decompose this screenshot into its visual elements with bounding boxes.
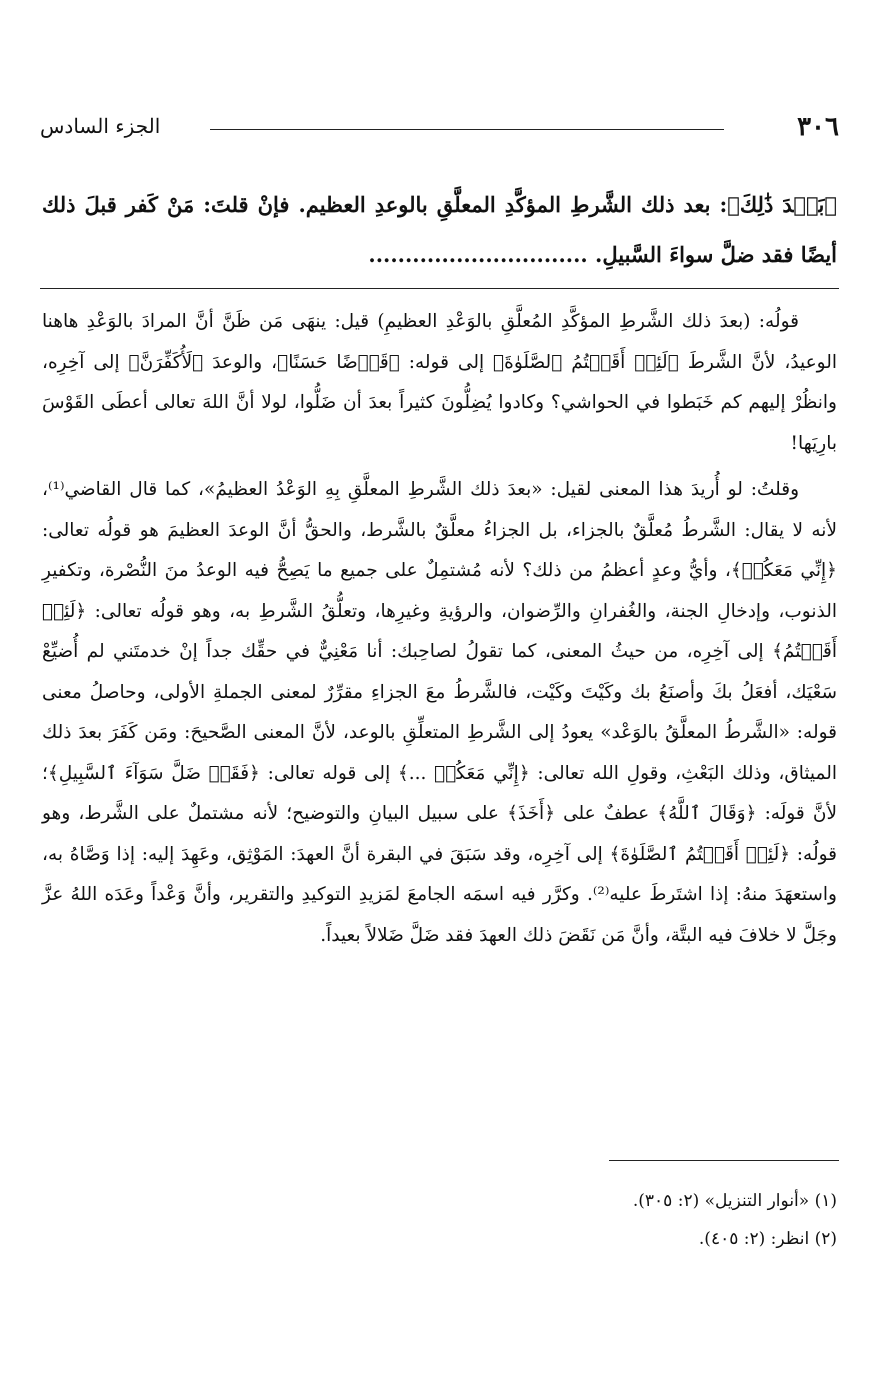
footnote-1: (١) «أنوار التنزيل» (٢: ٣٠٥). [632,1191,837,1211]
part-title: الجزء السادس [40,114,161,138]
header-divider [210,129,724,130]
quoted-matn-text: ﴿بَعۡدَ ذَٰلِكَ﴾: بعد ذلك الشَّرطِ المؤكَّدِ المعلَّقِ بالوعدِ العظيم. فإنْ قلتَ: مَنْ كَفر قبلَ ذلك أيضًا فقد ضلَّ سواءَ السَّبيلِ. .............................. [42,192,837,267]
commentary-body [42,302,837,962]
page-number: ٣٠٦ [797,112,839,142]
commentary-paragraph-2: وقلتُ: لو أُريدَ هذا المعنى لقيل: «بعدَ ذلك الشَّرطِ المعلَّقِ بِهِ الوَعْدُ العظيمُ»، كما قال القاضي⁽¹⁾، لأنه لا يقال: الشَّرطُ مُعلَّقٌ بالجزاء، بل الجزاءُ معلَّقٌ بالشَّرط، والحقُّ أنَّ الوعدَ العظيمَ هو قولُه تعالى: ﴿إِنِّي مَعَكُمۡ﴾، وأيُّ وعدٍ أعظمُ من ذلك؟ لأنه مُشتمِلٌ على جميع ما يَصِحُّ فيه الوعدُ منَ النُّصْرة، وتكفيرِ الذنوب، وإدخالِ الجنة، والغُفرانِ والرِّضوان، والرؤيةِ وغيرِها، وتعلُّقُ الشَّرطِ به، وهو قولُه تعالى: ﴿لَئِنۡ أَقَمۡتُمُ﴾ إلى آخِرِه، من حيثُ المعنى، كما تقولُ لصاحِبك: أنا مَعْنِيٌّ في حقِّك جداً إنْ خدمتَني لم أُضيِّعْ سَعْيَك، أفعَلُ بكَ وأصنَعُ بك وكَيْتَ وكَيْت، فالشَّرطُ معَ الجزاءِ مقرِّرٌ لمعنى الجملةِ الأولى، وحاصلُ معنى قوله: «الشَّرطُ المعلَّقُ بالوَعْد» يعودُ إلى الشَّرطِ المتعلِّقِ بالوعد، لأنَّ المعنى الصَّحيحَ: ومَن كَفَرَ بعدَ ذلك الميثاق، وذلك البَعْثِ، وقولِ الله تعالى: ﴿إِنِّي مَعَكُمۡ ...﴾ إلى قوله تعالى: ﴿فَقَدۡ ضَلَّ سَوَآءَ ٱلسَّبِيلِ﴾؛ لأنَّ قولَه: ﴿وَقَالَ ٱللَّهُ﴾ عطفٌ على ﴿أَخَذَ﴾ على سبيل البيانِ والتوضيح؛ لأنه مشتملٌ على الشَّرط، وهو قولُه: ﴿لَئِنۡ أَقَمۡتُمُ ٱلصَّلَوٰةَ﴾ إلى آخِرِه، وقد سَبَقَ في البقرة أنَّ العهدَ: المَوْثِق، وعَهِدَ إليه: إذا وَصَّاهُ به، واستعهَدَ منهُ: إذا اشتَرطَ عليه⁽²⁾. وكرَّر فيه اسمَه الجامعَ لمَزيدِ التوكيدِ والتقرير، وأنَّ وَعْداً وعَدَه اللهُ عزَّ وجَلَّ لا خلافَ فيه البتَّة، وأنَّ مَن نَقَضَ ذلك العهدَ فقد ضَلَّ ضَلالاً بعيداً. [42,479,837,946]
commentary-paragraph-1: قولُه: (بعدَ ذلك الشَّرطِ المؤكَّدِ المُعلَّقِ بالوَعْدِ العظيمِ) قيل: ينهَى مَن ظَنَّ أنَّ المرادَ بالوَعْدِ هاهنا الوعيدُ، لأنَّ الشَّرطَ ﴿لَئِنۡ أَقَمۡتُمُ ٱلصَّلَوٰةَ﴾ إلى قوله: ﴿قَرۡضًا حَسَنًا﴾، والوعدَ ﴿لَأُكَفِّرَنَّ﴾ إلى آخِرِه، وانظُرْ إليهم كم خَبَطوا في الحواشي؟ وكادوا يُضِلُّونَ كثيراً بعدَ أن ضَلُّوا، لولا أنَّ اللهَ تعالى أعطَى القَوْسَ بارِيَها! [42,311,837,454]
footnote-divider [609,1160,839,1161]
page-header [40,112,839,146]
footnote-2: (٢) انظر: (٢: ٤٠٥). [698,1229,837,1249]
matn-divider [40,288,839,289]
footnotes [42,1182,837,1258]
